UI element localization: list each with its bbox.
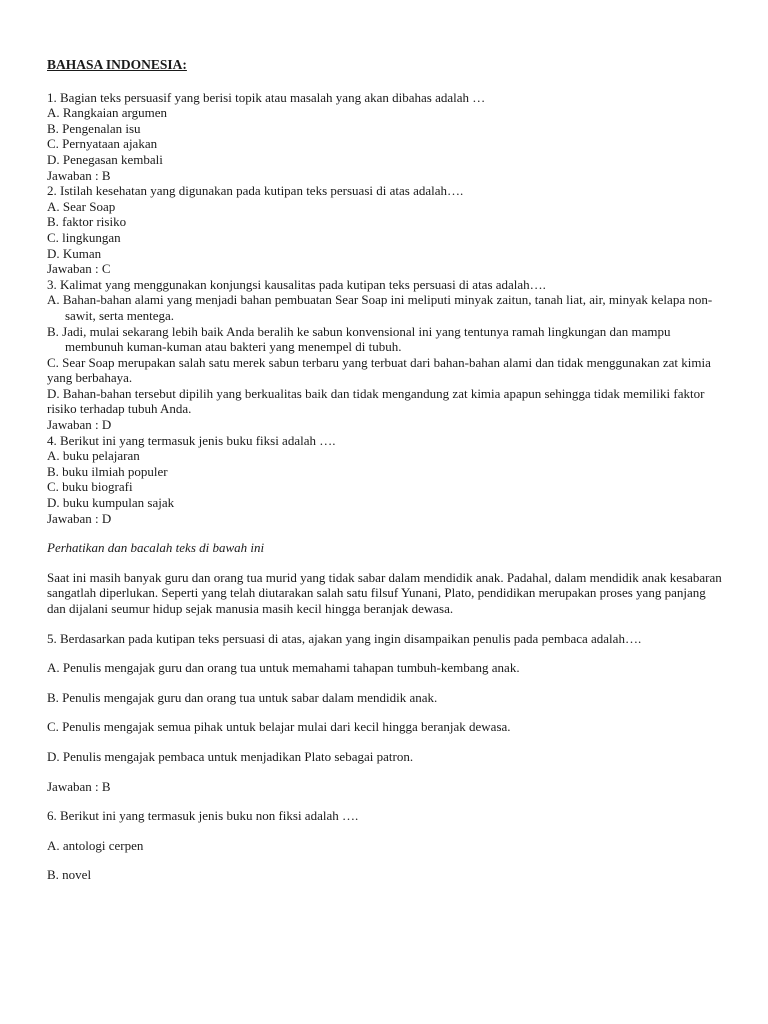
document-content [47,57,727,883]
question-text: 5. Berdasarkan pada kutipan teks persuasi di atas, ajakan yang ingin disampaikan penulis pada pembaca adalah…. [47,630,642,646]
answer: Jawaban : D [47,510,112,526]
option-c: C. buku biografi [47,479,133,495]
question-text: 1. Bagian teks persuasif yang berisi topik atau masalah yang akan dibahas adalah … [47,89,486,105]
option-a: A. Rangkaian argumen [47,105,167,121]
option-d: D. Penulis mengajak pembaca untuk menjadikan Plato sebagai patron. [47,748,414,764]
question-text: 4. Berikut ini yang termasuk jenis buku fiksi adalah …. [47,432,336,448]
option-b: B. faktor risiko [47,214,127,230]
option-d: D. Kuman [47,245,102,261]
answer: Jawaban : B [47,778,111,794]
page-title: BAHASA INDONESIA: [47,57,187,72]
reading-passage: Saat ini masih banyak guru dan orang tua murid yang tidak sabar dalam mendidik anak. Padahal, dalam mendidik anak kesabaran sangatlah diperlukan. Seperti yang telah diutarakan salah satu filsuf Yunani, Plato, pendidikan merupakan proses yang panjang dan dijalani seumur hidup sejak manusia masih kecil hingga beranjak dewasa. [47,569,722,616]
option-b: B. Jadi, mulai sekarang lebih baik Anda beralih ke sabun konvensional ini yang tentunya ramah lingkungan dan mampu membunuh kuman-kuman atau bakteri yang menempel di tubuh. [47,323,671,355]
option-a: A. Sear Soap [47,198,116,214]
question-6 [47,808,727,883]
option-b: B. novel [47,867,92,883]
answer: Jawaban : D [47,417,112,433]
option-c: C. Penulis mengajak semua pihak untuk belajar mulai dari kecil hingga beranjak dewasa. [47,719,511,735]
answer: Jawaban : B [47,167,111,183]
option-a: A. buku pelajaran [47,448,140,464]
question-text: 2. Istilah kesehatan yang digunakan pada kutipan teks persuasi di atas adalah…. [47,183,464,199]
answer: Jawaban : C [47,261,111,277]
question-4 [47,433,727,527]
option-b: B. Penulis mengajak guru dan orang tua untuk sabar dalam mendidik anak. [47,689,438,705]
option-d: D. Bahan-bahan tersebut dipilih yang berkualitas baik dan tidak mengandung zat kimia apapun sehingga tidak memiliki faktor risiko terhadap tubuh Anda. [47,385,705,417]
option-d: D. Penegasan kembali [47,151,163,167]
reading-instruction: Perhatikan dan bacalah teks di bawah ini [47,540,265,556]
question-text: 3. Kalimat yang menggunakan konjungsi kausalitas pada kutipan teks persuasi di atas adalah…. [47,276,546,292]
question-text: 6. Berikut ini yang termasuk jenis buku non fiksi adalah …. [47,808,359,824]
option-c: C. Sear Soap merupakan salah satu merek sabun terbaru yang terbuat dari bahan-bahan alami dan tidak menggunakan zat kimia yang berbahaya. [47,354,711,386]
option-a: A. Bahan-bahan alami yang menjadi bahan pembuatan Sear Soap ini meliputi minyak zaitun, tanah liat, air, minyak kelapa non-sawit, serta mentega. [47,292,713,323]
option-c: C. Pernyataan ajakan [47,136,158,152]
option-a: A. Penulis mengajak guru dan orang tua untuk memahami tahapan tumbuh-kembang anak. [47,660,520,676]
question-1 [47,90,727,184]
option-d: D. buku kumpulan sajak [47,495,175,511]
question-5 [47,631,727,795]
option-a: A. antologi cerpen [47,837,144,853]
question-2 [47,183,727,277]
option-b: B. Pengenalan isu [47,120,141,136]
option-c: C. lingkungan [47,229,121,245]
option-b: B. buku ilmiah populer [47,463,168,479]
question-3 [47,277,727,433]
